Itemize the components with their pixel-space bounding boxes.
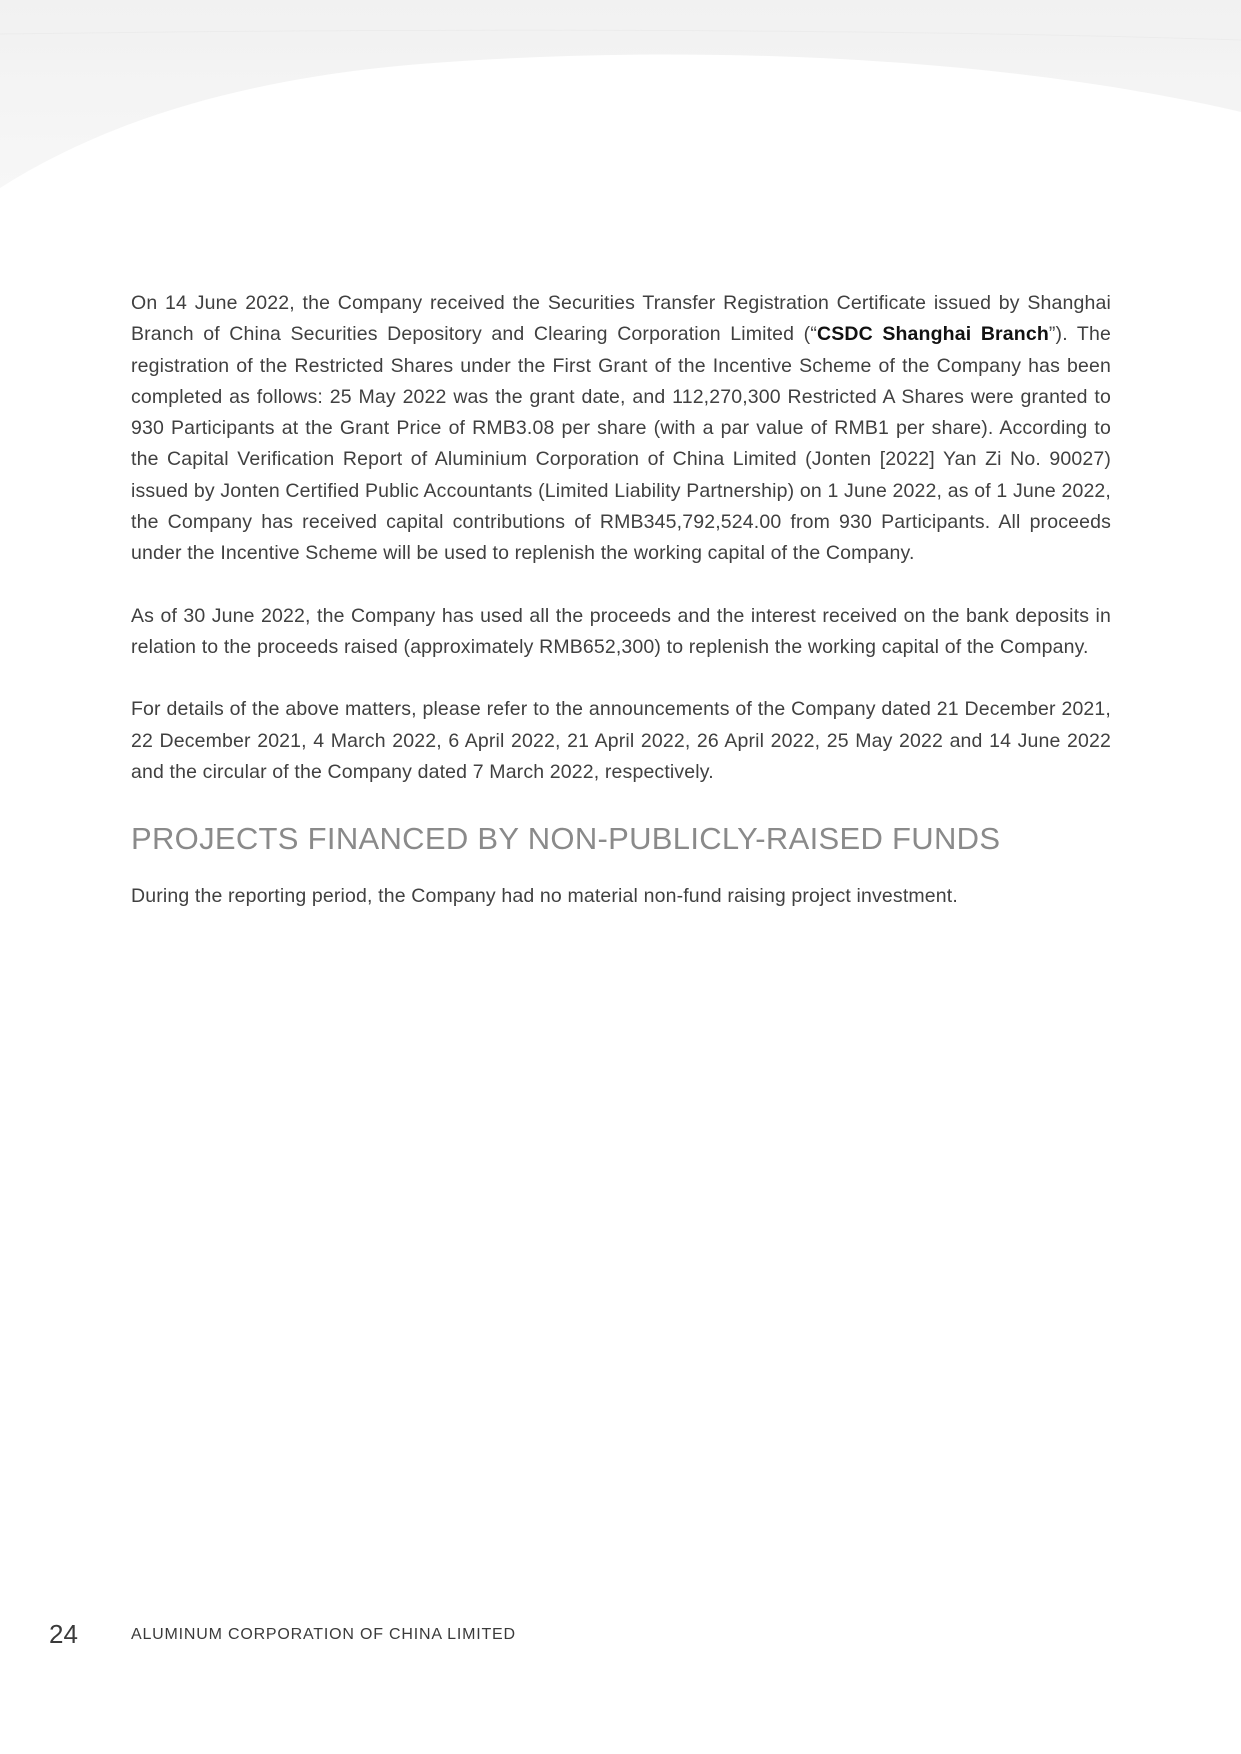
paragraph-text: On 14 June 2022, the Company received the Securities Transfer Registration Certificate issued by Shanghai Branch of China Securities Depository and Clearing Corporation Limited (“	[131, 292, 1111, 346]
defined-term-csdc-shanghai-branch: CSDC Shanghai Branch	[816, 323, 1049, 346]
header-swoosh-decoration	[0, 0, 1241, 200]
paragraph-csdc-registration	[131, 288, 1111, 570]
page-number: 24	[49, 1619, 78, 1649]
section-heading: PROJECTS FINANCED BY NON-PUBLICLY-RAISED FUNDS	[131, 821, 1001, 857]
footer-company-name: ALUMINUM CORPORATION OF CHINA LIMITED	[131, 1626, 516, 1643]
main-content	[131, 288, 1111, 943]
paragraph-text: ”). The registration of the Restricted Shares under the First Grant of the Incentive Scheme of the Company has been completed as follows: 25 May 2022 was the grant date, and 112,270,300 Restricted A Shares were granted to 930 Participants at the Grant Price of RMB3.08 per share (with a par value of RMB1 per share). According to the Capital Verification Report of Aluminium Corporation of China Limited (Jonten [2022] Yan Zi No. 90027) issued by Jonten Certified Public Accountants (Limited Liability Partnership) on 1 June 2022, as of 1 June 2022, the Company has received capital contributions of RMB345,792,524.00 from 930 Participants. All proceeds under the Incentive Scheme will be used to replenish the working capital of the Company.	[131, 323, 1111, 565]
paragraph-non-fund-raising: During the reporting period, the Company had no material non-fund raising project investment.	[131, 885, 958, 908]
paragraph-announcement-references: For details of the above matters, please refer to the announcements of the Company dated 21 December 2021, 22 December 2021, 4 March 2022, 6 April 2022, 21 April 2022, 26 April 2022, 25 May 2022 and 14 June 2022 and the circular of the Company dated 7 March 2022, respectively.	[131, 698, 1111, 783]
paragraph-use-of-proceeds: As of 30 June 2022, the Company has used all the proceeds and the interest received on the bank deposits in relation to the proceeds raised (approximately RMB652,300) to replenish the working capital of the Company.	[131, 604, 1111, 658]
